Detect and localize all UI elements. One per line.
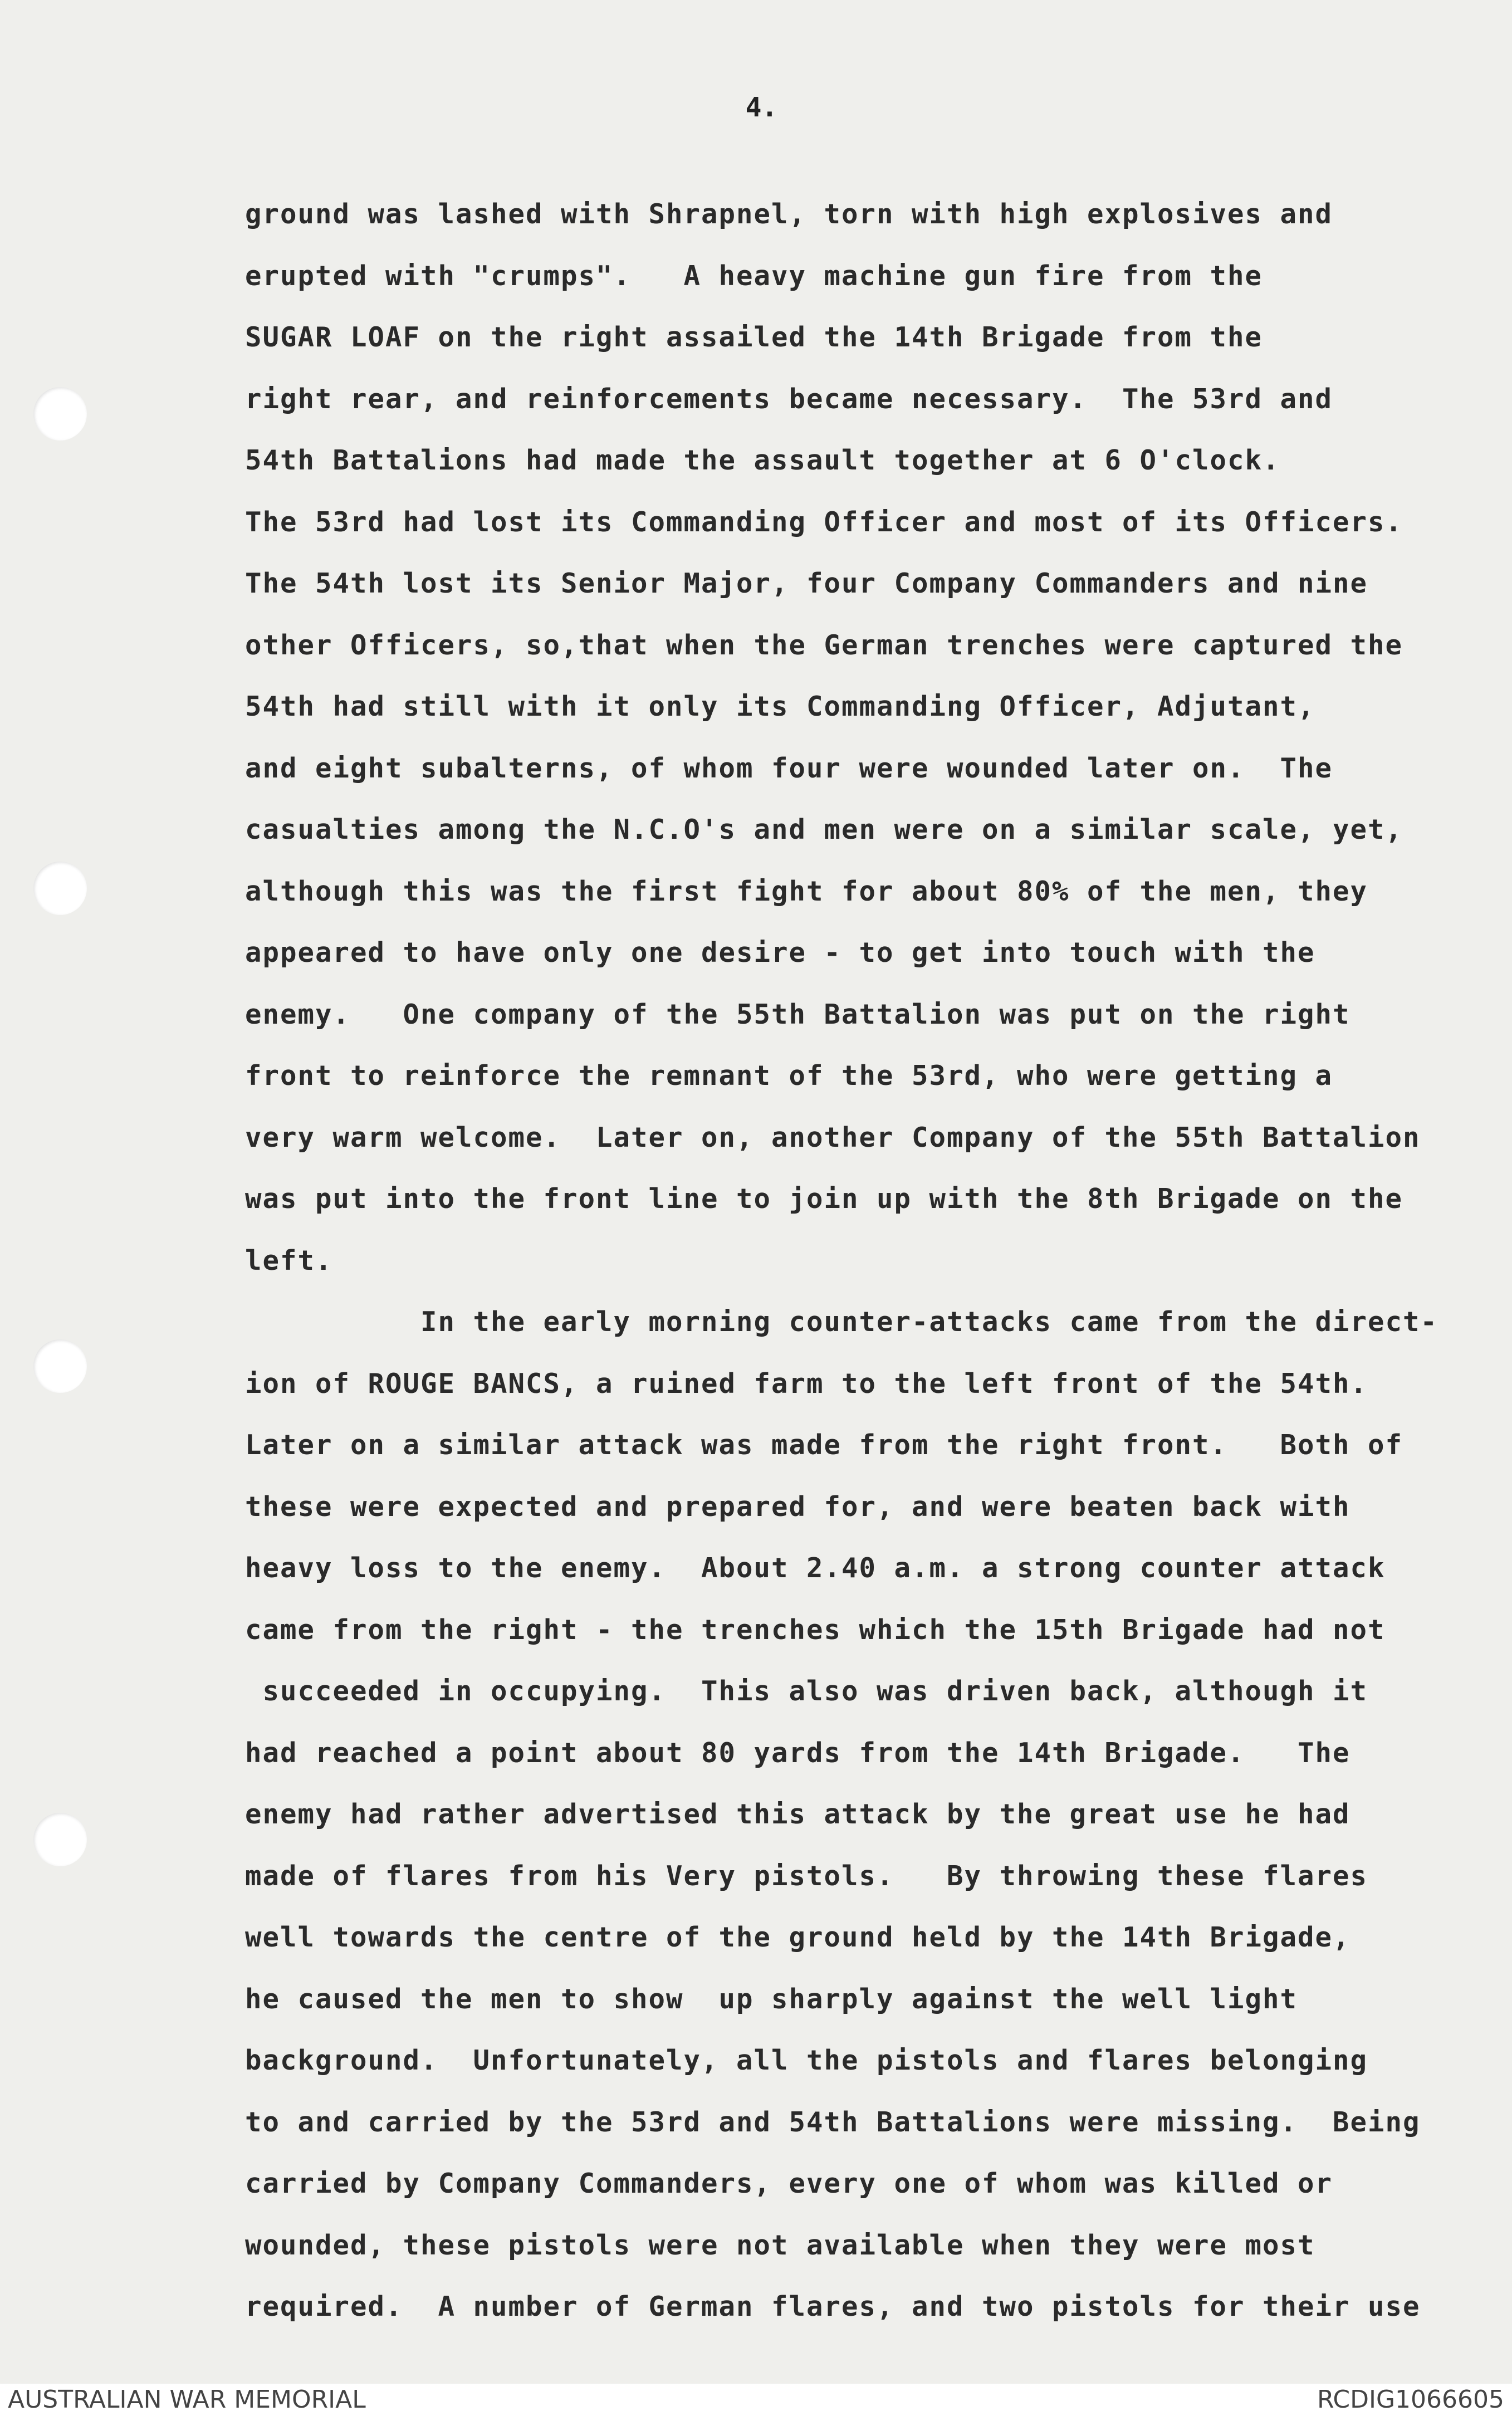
punch-hole [33,1339,87,1393]
text-line: enemy had rather advertised this attack by the great use he had [245,1798,1350,1830]
page-number: 4. [745,92,778,123]
text-line: wounded, these pistols were not available when they were most [245,2229,1315,2261]
punch-hole [33,862,87,915]
punch-hole [33,387,87,441]
footer-source-label: AUSTRALIAN WAR MEMORIAL [8,2385,366,2414]
text-line: ground was lashed with Shrapnel, torn with high explosives and [245,198,1333,230]
text-line: required. A number of German flares, and two pistols for their use [245,2291,1421,2322]
text-line: he caused the men to show up sharply against the well light [245,1983,1298,2015]
text-line: background. Unfortunately, all the pistols and flares belonging [245,2045,1368,2076]
punch-hole [33,1813,87,1866]
text-line: these were expected and prepared for, and were beaten back with [245,1490,1350,1523]
text-line: The 54th lost its Senior Major, four Company Commanders and nine [245,568,1368,599]
text-line: and eight subalterns, of whom four were wounded later on. The [245,752,1333,784]
text-line: Later on a similar attack was made from the right front. Both of [245,1429,1403,1461]
text-line: 54th had still with it only its Commanding Officer, Adjutant, [245,691,1315,722]
text-line: The 53rd had lost its Commanding Officer and most of its Officers. [245,506,1403,538]
text-line: appeared to have only one desire - to get into touch with the [245,937,1315,969]
text-line: succeeded in occupying. This also was driven back, although it [245,1675,1368,1707]
footer-record-id: RCDIG1066605 [1317,2385,1504,2414]
text-line: carried by Company Commanders, every one of whom was killed or [245,2168,1333,2199]
text-line: right rear, and reinforcements became necessary. The 53rd and [245,383,1333,415]
text-line: although this was the first fight for about 80% of the men, they [245,875,1368,907]
text-line: had reached a point about 80 yards from the 14th Brigade. The [245,1737,1350,1769]
text-line: came from the right - the trenches which the 15th Brigade had not [245,1613,1386,1646]
text-line: 54th Battalions had made the assault together at 6 O'clock. [245,444,1280,476]
text-line: other Officers, so,that when the German trenches were captured the [245,629,1403,661]
footer [0,2384,1512,2416]
text-line: enemy. One company of the 55th Battalion was put on the right [245,998,1350,1030]
text-line: ion of ROUGE BANCS, a ruined farm to the left front of the 54th. [245,1367,1368,1400]
text-line: front to reinforce the remnant of the 53rd, who were getting a [245,1060,1333,1092]
text-line: In the early morning counter-attacks came from the direct- [245,1306,1438,1338]
text-line: SUGAR LOAF on the right assailed the 14th Brigade from the [245,321,1263,353]
text-line: very warm welcome. Later on, another Company of the 55th Battalion [245,1121,1421,1153]
text-line: left. [245,1244,333,1277]
text-line: heavy loss to the enemy. About 2.40 a.m. a strong counter attack [245,1552,1386,1584]
text-line: was put into the front line to join up with the 8th Brigade on the [245,1183,1403,1215]
text-line: erupted with "crumps". A heavy machine gun fire from the [245,260,1263,292]
body-text [245,184,1498,2338]
text-line: well towards the centre of the ground held by the 14th Brigade, [245,1921,1350,1953]
text-line: casualties among the N.C.O's and men were on a similar scale, yet, [245,814,1403,845]
text-line: made of flares from his Very pistols. By throwing these flares [245,1860,1368,1892]
text-line: to and carried by the 53rd and 54th Battalions were missing. Being [245,2106,1421,2138]
